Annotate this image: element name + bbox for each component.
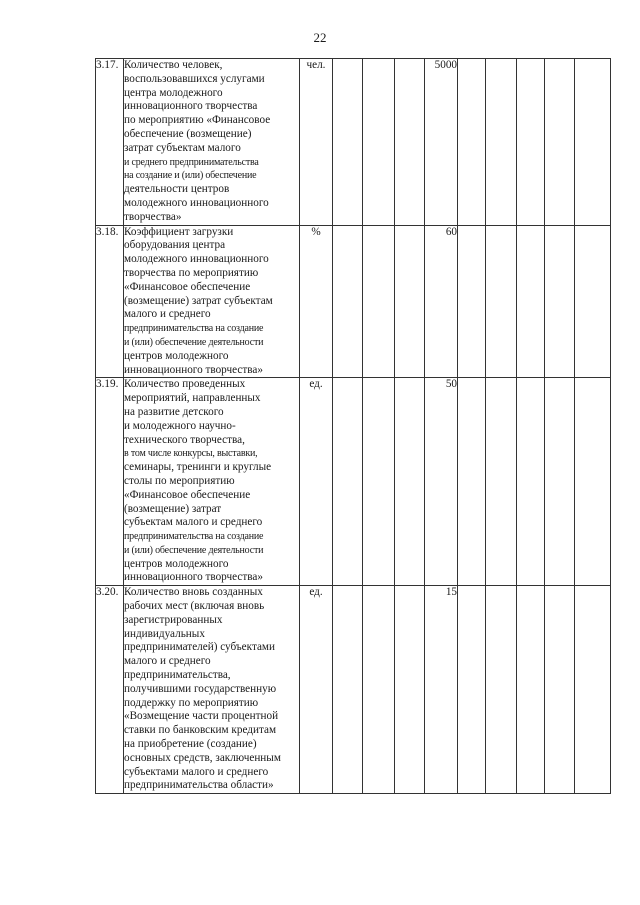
empty-cell (333, 378, 363, 586)
empty-cell (545, 586, 575, 794)
description-line: субъектам малого и среднего (124, 516, 263, 529)
description-line: предпринимательства, (124, 669, 231, 682)
description-line: Коэффициент загрузки (124, 225, 234, 238)
description-line: ставки по банковским кредитам (124, 724, 277, 737)
table-row (96, 586, 611, 794)
empty-cell (458, 586, 486, 794)
value-cell: 15 (425, 586, 458, 794)
empty-cell (545, 59, 575, 226)
description-line: поддержку по мероприятию (124, 696, 259, 709)
empty-cell (517, 378, 545, 586)
empty-cell (575, 586, 611, 794)
indicator-description (124, 586, 300, 794)
description-line: творчества по мероприятию (124, 266, 259, 279)
description-line: индивидуальных (124, 627, 205, 640)
empty-cell (458, 378, 486, 586)
description-line: предпринимательства области» (124, 779, 274, 792)
description-line: на приобретение (создание) (124, 738, 257, 751)
empty-cell (333, 59, 363, 226)
table-row (96, 225, 611, 378)
description-line: предпринимателей) субъектами (124, 641, 275, 654)
description-line: центра молодежного (124, 86, 223, 99)
description-line: (возмещение) затрат субъектам (124, 294, 273, 307)
description-line: творчества» (124, 210, 182, 223)
description-line: рабочих мест (включая вновь (124, 600, 265, 613)
description-line: затрат субъектам малого (124, 141, 241, 154)
empty-cell (395, 378, 425, 586)
unit-cell: ед. (300, 378, 333, 586)
description-line: основных средств, заключенным (124, 751, 281, 764)
empty-cell (517, 59, 545, 226)
description-line: технического творчества, (124, 433, 245, 446)
empty-cell (517, 586, 545, 794)
empty-cell (575, 378, 611, 586)
table-row (96, 59, 611, 226)
empty-cell (486, 225, 517, 378)
empty-cell (486, 586, 517, 794)
value-cell: 50 (425, 378, 458, 586)
description-line: в том числе конкурсы, выставки, (124, 448, 258, 460)
empty-cell (575, 225, 611, 378)
description-line: центров молодежного (124, 557, 229, 570)
empty-cell (363, 378, 395, 586)
description-line: семинары, тренинги и круглые (124, 461, 272, 474)
row-number: 3.17. (96, 59, 124, 226)
empty-cell (486, 378, 517, 586)
empty-cell (458, 225, 486, 378)
empty-cell (395, 225, 425, 378)
description-line: инновационного творчества» (124, 571, 263, 584)
description-line: молодежного инновационного (124, 253, 269, 266)
row-number: 3.20. (96, 586, 124, 794)
description-line: воспользовавшихся услугами (124, 72, 265, 85)
empty-cell (545, 378, 575, 586)
value-cell: 60 (425, 225, 458, 378)
description-line: Количество вновь созданных (124, 586, 263, 599)
empty-cell (545, 225, 575, 378)
description-line: «Возмещение части процентной (124, 710, 279, 723)
description-line: и молодежного научно- (124, 419, 236, 432)
empty-cell (363, 225, 395, 378)
row-number: 3.18. (96, 225, 124, 378)
description-line: малого и среднего (124, 308, 211, 321)
description-line: центров молодежного (124, 349, 229, 362)
description-line: и (или) обеспечение деятельности (124, 336, 264, 348)
empty-cell (363, 59, 395, 226)
empty-cell (458, 59, 486, 226)
description-line: на развитие детского (124, 405, 224, 418)
description-line: молодежного инновационного (124, 196, 269, 209)
page-number: 22 (313, 30, 327, 45)
description-line: оборудования центра (124, 239, 226, 252)
description-line: инновационного творчества (124, 100, 258, 113)
table-row (96, 378, 611, 586)
indicators-table (95, 58, 611, 794)
description-line: мероприятий, направленных (124, 392, 261, 405)
description-line: деятельности центров (124, 183, 230, 196)
unit-cell: ед. (300, 586, 333, 794)
unit-cell: чел. (300, 59, 333, 226)
empty-cell (333, 586, 363, 794)
description-line: обеспечение (возмещение) (124, 127, 252, 140)
description-line: зарегистрированных (124, 613, 223, 626)
description-line: получившими государственную (124, 682, 277, 695)
description-line: предпринимательства на создание (124, 531, 264, 543)
description-line: «Финансовое обеспечение (124, 488, 251, 501)
description-line: предпринимательства на создание (124, 323, 264, 335)
description-line: «Финансовое обеспечение (124, 280, 251, 293)
empty-cell (395, 586, 425, 794)
indicator-description (124, 225, 300, 378)
description-line: по мероприятию «Финансовое (124, 114, 271, 127)
empty-cell (517, 225, 545, 378)
empty-cell (486, 59, 517, 226)
description-line: и среднего предпринимательства (124, 156, 259, 168)
empty-cell (395, 59, 425, 226)
unit-cell: % (300, 225, 333, 378)
empty-cell (333, 225, 363, 378)
description-line: Количество проведенных (124, 378, 246, 391)
description-line: столы по мероприятию (124, 474, 235, 487)
description-line: субъектами малого и среднего (124, 765, 269, 778)
indicator-description (124, 378, 300, 586)
description-line: инновационного творчества» (124, 363, 263, 376)
description-line: и (или) обеспечение деятельности (124, 544, 264, 556)
empty-cell (363, 586, 395, 794)
description-line: (возмещение) затрат (124, 502, 222, 515)
value-cell: 5000 (425, 59, 458, 226)
description-line: Количество человек, (124, 59, 223, 71)
empty-cell (575, 59, 611, 226)
indicator-description (124, 59, 300, 226)
description-line: малого и среднего (124, 655, 211, 668)
table-body (96, 59, 611, 794)
row-number: 3.19. (96, 378, 124, 586)
description-line: на создание и (или) обеспечение (124, 170, 257, 182)
